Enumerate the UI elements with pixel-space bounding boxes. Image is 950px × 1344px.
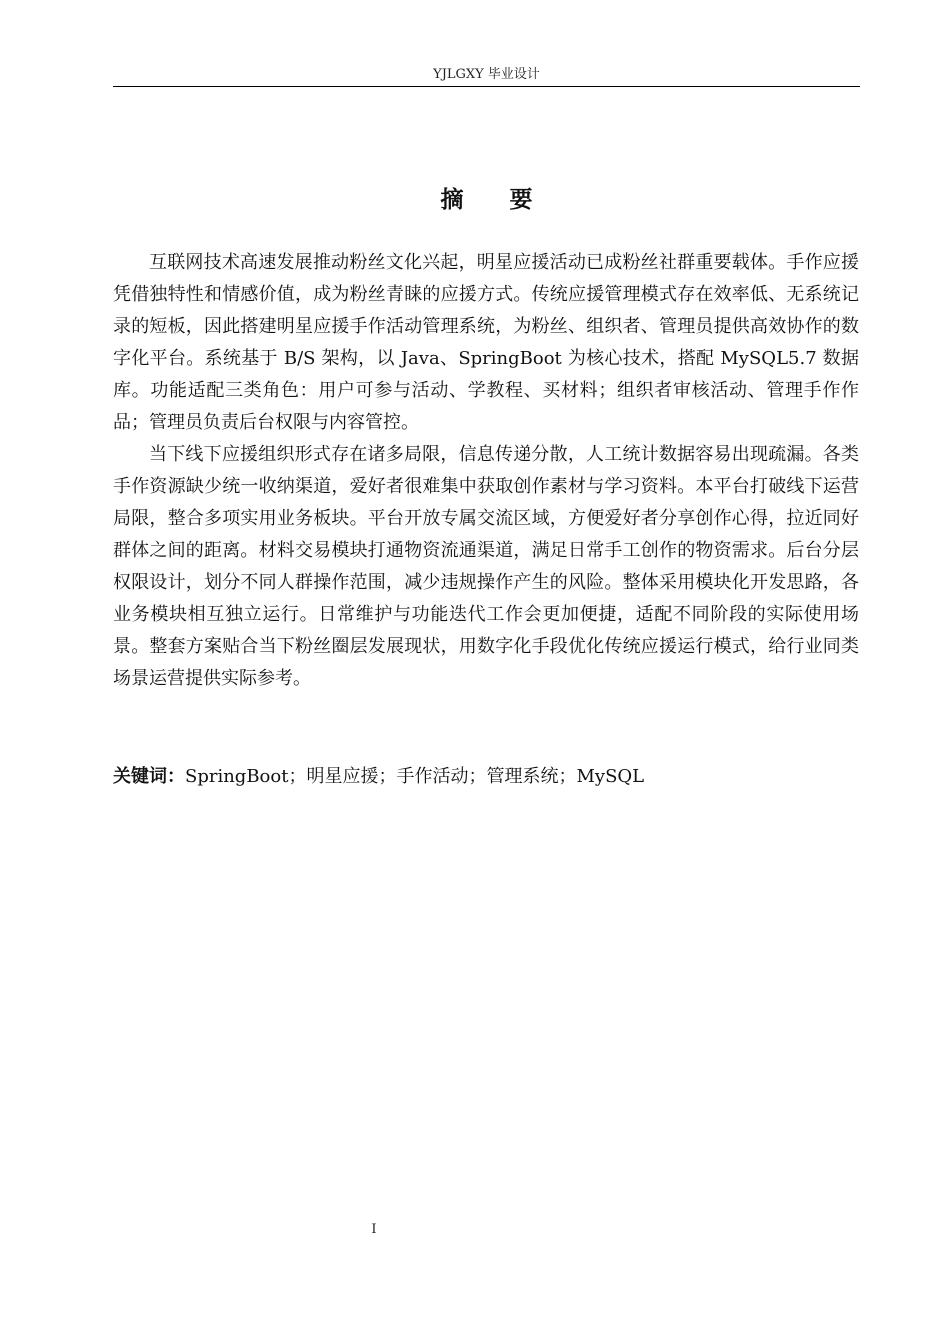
keywords-line (113, 761, 859, 793)
abstract-body (113, 247, 859, 695)
abstract-paragraph-1: 互联网技术高速发展推动粉丝文化兴起，明星应援活动已成粉丝社群重要载体。手作应援凭借独特性和情感价值，成为粉丝青睐的应援方式。传统应援管理模式存在效率低、无系统记录的短板，因此搭建明星应援手作活动管理系统，为粉丝、组织者、管理员提供高效协作的数字化平台。系统基于 B/S 架构，以 Java、SpringBoot 为核心技术，搭配 MySQL5.7 数据库。功能适配三类角色：用户可参与活动、学教程、买材料；组织者审核活动、管理手作作品；管理员负责后台权限与内容管控。 (113, 252, 859, 433)
page-number: I (371, 1222, 377, 1237)
header-rule (113, 86, 860, 87)
abstract-paragraph-2: 当下线下应援组织形式存在诸多局限，信息传递分散，人工统计数据容易出现疏漏。各类手作资源缺少统一收纳渠道，爱好者很难集中获取创作素材与学习资料。本平台打破线下运营局限，整合多项实用业务板块。平台开放专属交流区域，方便爱好者分享创作心得，拉近同好群体之间的距离。材料交易模块打通物资流通渠道，满足日常手工创作的物资需求。后台分层权限设计，划分不同人群操作范围，减少违规操作产生的风险。整体采用模块化开发思路，各业务模块相互独立运行。日常维护与功能迭代工作会更加便捷，适配不同阶段的实际使用场景。整套方案贴合当下粉丝圈层发展现状，用数字化手段优化传统应援运行模式，给行业同类场景运营提供实际参考。 (113, 444, 859, 689)
page-header: YJLGXY 毕业设计 (433, 67, 540, 82)
keywords-label: 关键词： (113, 766, 185, 787)
abstract-title: 摘要 (440, 187, 579, 213)
keywords-text: SpringBoot；明星应援；手作活动；管理系统；MySQL (185, 766, 645, 787)
